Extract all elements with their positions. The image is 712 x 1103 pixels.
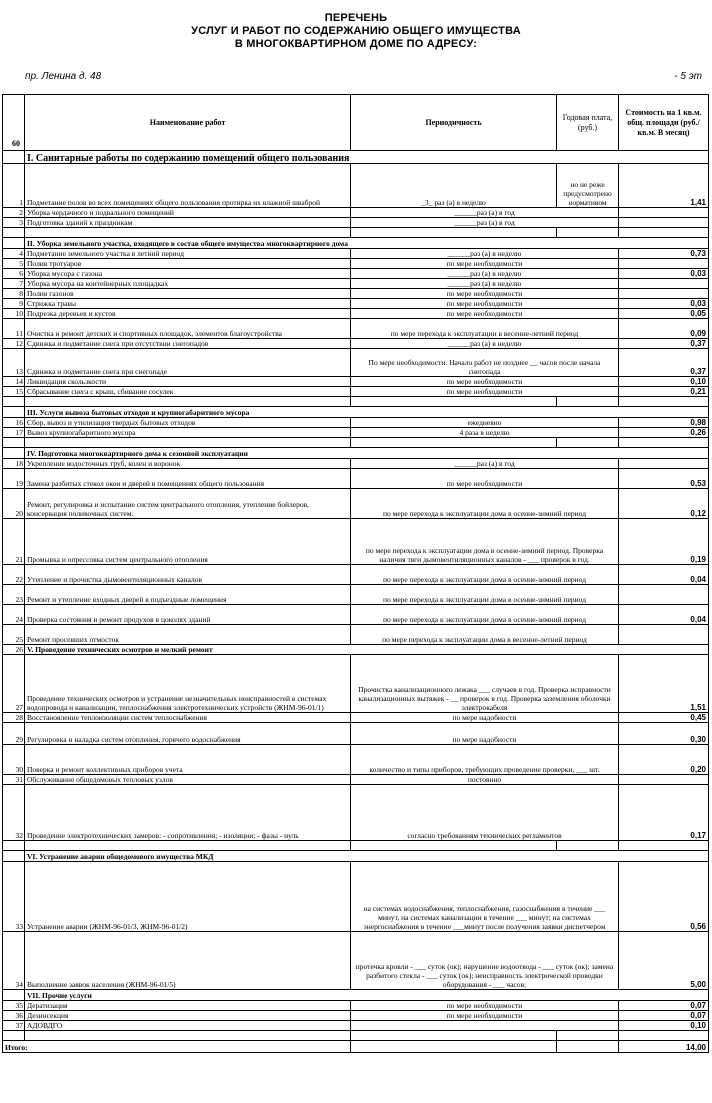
table-row xyxy=(3,218,709,228)
empty-cell xyxy=(557,841,619,851)
row-num xyxy=(3,407,25,418)
table-row xyxy=(3,407,709,418)
cost-value: 0,19 xyxy=(619,519,709,565)
empty-cell xyxy=(619,228,709,238)
work-name: Устранение аварии (ЖНМ-96-01/3, ЖНМ-96-01/2) xyxy=(25,862,351,932)
work-name: Утепление и прочистка дымовентиляционных каналов xyxy=(25,565,351,585)
row-num: 8 xyxy=(3,289,25,299)
empty-cell xyxy=(619,438,709,448)
total-label: Итого: xyxy=(3,1041,351,1053)
cost-value: 0,04 xyxy=(619,565,709,585)
table-row xyxy=(3,428,709,438)
table-row xyxy=(3,841,709,851)
period: постоянно xyxy=(351,775,619,785)
work-name: Уборка чердачного и подвального помещений xyxy=(25,208,351,218)
section-title: V. Проведение технических осмотров и мелкий ремонт xyxy=(25,645,709,655)
row-num: 19 xyxy=(3,469,25,489)
row-num: 24 xyxy=(3,605,25,625)
period: ______раз (а) в год xyxy=(351,208,619,218)
cost-value: 0,05 xyxy=(619,309,709,319)
title-line-2: УСЛУГ И РАБОТ ПО СОДЕРЖАНИЮ ОБЩЕГО ИМУЩЕСТВА xyxy=(191,25,521,37)
work-name: Проведение технических осмотров и устранение незначительных неисправностей в системах водопровода и канализации, теплоснабжения электротехнических устройств (ЖНМ-96-01/1) xyxy=(25,655,351,713)
work-name: Замена разбитых стекол окон и дверей в помещениях общего пользования xyxy=(25,469,351,489)
empty-cell xyxy=(619,1031,709,1041)
table-row xyxy=(3,519,709,565)
work-name: Восстановление теплоизоляции систем теплоснабжения xyxy=(25,713,351,723)
table-body xyxy=(3,151,709,1053)
period: по мере необходимости xyxy=(351,377,619,387)
table-row xyxy=(3,349,709,377)
col-name: Наименование работ xyxy=(25,95,351,151)
section-title: VI. Устранение аварии общедомового имущества МКД xyxy=(25,851,709,862)
cost-value: 0,37 xyxy=(619,339,709,349)
col-cost: Стоимость на 1 кв.м. общ. площади (руб./кв.м. В месяц) xyxy=(619,95,709,151)
table-row xyxy=(3,645,709,655)
cost-value: 0,98 xyxy=(619,418,709,428)
empty-cell xyxy=(25,841,351,851)
cost-value xyxy=(619,625,709,645)
table-row xyxy=(3,655,709,713)
row-num: 11 xyxy=(3,319,25,339)
row-num: 1 xyxy=(3,164,25,208)
work-name: Укрепление водосточных труб, колен и воронок xyxy=(25,459,351,469)
empty-cell xyxy=(3,1031,25,1041)
period: Прочистка канализационного лежака ___ случаев в год. Проверка исправности канализационных вытяжек - __ проверок в год. Проверка заземления оболочки электрокабеля xyxy=(351,655,619,713)
table-row xyxy=(3,339,709,349)
period: 4 раза в неделю xyxy=(351,428,619,438)
cost-value: 0,26 xyxy=(619,428,709,438)
work-name: Полив газонов xyxy=(25,289,351,299)
cost-value xyxy=(619,279,709,289)
period: по мере необходимости xyxy=(351,469,619,489)
cost-value: 0,73 xyxy=(619,249,709,259)
cost-value: 0,45 xyxy=(619,713,709,723)
period: ______раз (а) в неделю xyxy=(351,279,619,289)
period: ______раз (а) в неделю xyxy=(351,249,619,259)
cost-value: 0,10 xyxy=(619,377,709,387)
address: пр. Ленина д. 48 xyxy=(25,71,102,82)
empty-cell xyxy=(351,397,557,407)
row-num xyxy=(3,238,25,249)
table-row xyxy=(3,1041,709,1053)
cost-value: 0,30 xyxy=(619,723,709,745)
empty-cell xyxy=(3,228,25,238)
empty-cell xyxy=(351,841,557,851)
period: по мере необходимости xyxy=(351,289,619,299)
period: согласно требованиям технических регламентов xyxy=(351,785,619,841)
row-num: 7 xyxy=(3,279,25,289)
row-num: 28 xyxy=(3,713,25,723)
work-name: Выполнение заявок населения (ЖНМ-96-01/5) xyxy=(25,932,351,990)
row-num: 34 xyxy=(3,932,25,990)
period xyxy=(351,1021,619,1031)
row-num: 12 xyxy=(3,339,25,349)
cost-value: 0,17 xyxy=(619,785,709,841)
empty-cell xyxy=(3,397,25,407)
work-name: Сдвижка и подметание снега при снегопаде xyxy=(25,349,351,377)
table-row xyxy=(3,397,709,407)
empty-cell xyxy=(25,228,351,238)
row-num: 14 xyxy=(3,377,25,387)
cost-value: 0,09 xyxy=(619,319,709,339)
section-title: II. Уборка земельного участка, входящего в состав общего имущества многоквартирного дома xyxy=(25,238,709,249)
table-row xyxy=(3,387,709,397)
cost-value: 1,51 xyxy=(619,655,709,713)
title-line-1: ПЕРЕЧЕНЬ xyxy=(324,12,388,24)
period: по мере необходимости xyxy=(351,387,619,397)
table-row xyxy=(3,990,709,1001)
table-row xyxy=(3,565,709,585)
cost-value xyxy=(619,459,709,469)
cost-value: 0,56 xyxy=(619,862,709,932)
row-num: 21 xyxy=(3,519,25,565)
row-num: 26 xyxy=(3,645,25,655)
cost-value: 5,00 xyxy=(619,932,709,990)
cost-value: 0,20 xyxy=(619,745,709,775)
row-num xyxy=(3,448,25,459)
section-title: I. Санитарные работы по содержанию помещений общего пользования xyxy=(25,151,709,164)
empty-cell xyxy=(619,841,709,851)
period: по мере надобности xyxy=(351,713,619,723)
row-num xyxy=(3,151,25,164)
period: ______раз (а) в неделю xyxy=(351,269,619,279)
table-row xyxy=(3,713,709,723)
floors: - 5 эт xyxy=(674,71,702,82)
work-name: Ликвидация скользкости xyxy=(25,377,351,387)
cost-value xyxy=(619,218,709,228)
work-name: Подметание земельного участка в летний период xyxy=(25,249,351,259)
row-num: 16 xyxy=(3,418,25,428)
period: по мере перехода к эксплуатации дома в осенне-зимний период xyxy=(351,585,619,605)
empty-cell xyxy=(25,438,351,448)
table-row xyxy=(3,448,709,459)
work-name: Вывоз крупногабаритного мусора xyxy=(25,428,351,438)
row-num: 20 xyxy=(3,489,25,519)
table-row xyxy=(3,1001,709,1011)
empty-cell xyxy=(557,397,619,407)
empty-cell xyxy=(351,228,557,238)
row-num: 35 xyxy=(3,1001,25,1011)
period: по мере необходимости xyxy=(351,1011,619,1021)
work-name: Подметание полов во всех помещениях общего пользования протирка их влажной шваброй xyxy=(25,164,351,208)
row-num: 5 xyxy=(3,259,25,269)
section-title: IV. Подготовка многоквартирного дома к сезонной эксплуатации xyxy=(25,448,709,459)
table-row xyxy=(3,289,709,299)
period: протечка кровли - ___ суток (ок); нарушение водоотвода - ___ суток (ок); замена разбитого стекла - ___ суток (ок); неисправность электрической проводки оборудования - ___ часов; xyxy=(351,932,619,990)
period: по мере перехода к эксплуатации дома в осенне-зимний период xyxy=(351,605,619,625)
row-num: 3 xyxy=(3,218,25,228)
table-row xyxy=(3,862,709,932)
period: ______раз (а) в год xyxy=(351,218,619,228)
period: ______раз (а) в неделю xyxy=(351,339,619,349)
empty-cell xyxy=(557,438,619,448)
period: ежедневно xyxy=(351,418,619,428)
empty-cell xyxy=(3,841,25,851)
cost-value xyxy=(619,585,709,605)
row-num: 37 xyxy=(3,1021,25,1031)
cost-value: 0,53 xyxy=(619,469,709,489)
work-name: Обслуживание общедомовых тепловых узлов xyxy=(25,775,351,785)
cost-value: 0,03 xyxy=(619,269,709,279)
work-name: Проверка состояния и ремонт продухов в цоколях зданий xyxy=(25,605,351,625)
work-name: Уборка мусора с газона xyxy=(25,269,351,279)
row-num: 17 xyxy=(3,428,25,438)
table-row xyxy=(3,438,709,448)
period: по мере перехода к эксплуатации дома в осенне-зимний период xyxy=(351,489,619,519)
row-num: 31 xyxy=(3,775,25,785)
period: По мере необходимости. Начало работ не позднее __ часов после начала снегопада xyxy=(351,349,619,377)
table-row xyxy=(3,249,709,259)
table-row xyxy=(3,309,709,319)
work-name: АДОВДГО xyxy=(25,1021,351,1031)
table-row xyxy=(3,319,709,339)
row-num: 13 xyxy=(3,349,25,377)
row-num: 9 xyxy=(3,299,25,309)
period: по мере перехода к эксплуатации дома в осенне-зимний период. Проверка наличия тяги дымовентиляционных каналов - ___ проверок в год. xyxy=(351,519,619,565)
work-name: Очистка и ремонт детских и спортивных площадок, элементов благоустройства xyxy=(25,319,351,339)
empty-cell xyxy=(25,397,351,407)
row-num: 6 xyxy=(3,269,25,279)
table-row xyxy=(3,259,709,269)
table-row xyxy=(3,279,709,289)
table-row xyxy=(3,164,709,208)
row-num: 2 xyxy=(3,208,25,218)
empty-cell xyxy=(351,438,557,448)
cost-value: 1,41 xyxy=(619,164,709,208)
row-num: 15 xyxy=(3,387,25,397)
row-num: 33 xyxy=(3,862,25,932)
work-name: Сдвижка и подметание снега при отсутствии снегопадов xyxy=(25,339,351,349)
row-num: 29 xyxy=(3,723,25,745)
col-num: 60 xyxy=(3,95,25,151)
table-row xyxy=(3,228,709,238)
cost-value: 0,21 xyxy=(619,387,709,397)
row-num: 23 xyxy=(3,585,25,605)
cost-value: 0,12 xyxy=(619,489,709,519)
row-num: 18 xyxy=(3,459,25,469)
table-row xyxy=(3,851,709,862)
work-name: Промывка и опрессовка систем центрального отопления xyxy=(25,519,351,565)
table-row xyxy=(3,625,709,645)
work-name: Сбрасывание снега с крыш, сбивание сосулек xyxy=(25,387,351,397)
period: по мере перехода к эксплуатации в весенне-летний период xyxy=(351,319,619,339)
cost-value: 0,10 xyxy=(619,1021,709,1031)
table-row xyxy=(3,1011,709,1021)
table-row xyxy=(3,605,709,625)
work-name: Уборка мусора на контейнерных площадках xyxy=(25,279,351,289)
row-num: 30 xyxy=(3,745,25,775)
table-row xyxy=(3,932,709,990)
work-name: Поверка и ремонт коллективных приборов учета xyxy=(25,745,351,775)
period: на системах водоснабжения, теплоснабжения, газоснабжения в течение ___ минут, на системах канализации в течение ___ минут; на системах энергоснабжения в течение ___минут после получения заявки диспетчером xyxy=(351,862,619,932)
table-row xyxy=(3,299,709,309)
cost-value: 0,37 xyxy=(619,349,709,377)
work-name: Подрезка деревьев и кустов xyxy=(25,309,351,319)
table-row xyxy=(3,151,709,164)
title-line-3: В МНОГОКВАРТИРНОМ ДОМЕ ПО АДРЕСУ: xyxy=(234,38,478,50)
cost-value: 0,04 xyxy=(619,605,709,625)
annual-cell xyxy=(557,1041,619,1053)
table-row xyxy=(3,775,709,785)
work-name: Подготовка зданий к праздникам xyxy=(25,218,351,228)
row-num: 25 xyxy=(3,625,25,645)
cost-value xyxy=(619,775,709,785)
table-row xyxy=(3,785,709,841)
cost-value: 0,07 xyxy=(619,1011,709,1021)
work-name: Ремонт и утепление входных дверей в подъездные помещения xyxy=(25,585,351,605)
period-extra: но не реже предусмотрено нормативом xyxy=(557,164,619,208)
work-name: Полив тротуаров xyxy=(25,259,351,269)
period: по мере перехода к эксплуатации дома в весенне-летний период xyxy=(351,625,619,645)
services-table xyxy=(2,94,709,1053)
empty-cell xyxy=(3,438,25,448)
period: по мере перехода к эксплуатации дома в осенне-зимний период xyxy=(351,565,619,585)
work-name: Регулировка и наладка систем отопления, горячего водоснабжения xyxy=(25,723,351,745)
row-num xyxy=(3,990,25,1001)
total-value: 14,00 xyxy=(619,1041,709,1053)
period: по мере необходимости xyxy=(351,1001,619,1011)
row-num: 4 xyxy=(3,249,25,259)
period-cell xyxy=(351,1041,557,1053)
cost-value xyxy=(619,289,709,299)
col-period: Периодичность xyxy=(351,95,557,151)
table-row xyxy=(3,745,709,775)
row-num: 27 xyxy=(3,655,25,713)
cost-value xyxy=(619,208,709,218)
table-row xyxy=(3,1021,709,1031)
period: _3_ раз (а) в неделю xyxy=(351,164,557,208)
period: ______раз (а) в год xyxy=(351,459,619,469)
row-num: 22 xyxy=(3,565,25,585)
section-title: III. Услуги вывоза бытовых отходов и крупногабаритного мусора xyxy=(25,407,709,418)
period: по мере необходимости xyxy=(351,259,619,269)
work-name: Стрижка травы xyxy=(25,299,351,309)
period: по мере надобности xyxy=(351,723,619,745)
table-row xyxy=(3,723,709,745)
table-row xyxy=(3,585,709,605)
table-row xyxy=(3,208,709,218)
period: количество и типы приборов, требующих проведение проверки, ___ шт. xyxy=(351,745,619,775)
table-row xyxy=(3,377,709,387)
cost-value xyxy=(619,259,709,269)
cost-value: 0,03 xyxy=(619,299,709,309)
period: по мере необходимости xyxy=(351,309,619,319)
period: по мере необходимости xyxy=(351,299,619,309)
row-num: 10 xyxy=(3,309,25,319)
col-annual: Годовая плата, (руб.) xyxy=(557,95,619,151)
work-name: Ремонт, регулировка и испытание систем центрального отопления, утепление бойлеров, консервация поливочных систем. xyxy=(25,489,351,519)
table-row xyxy=(3,418,709,428)
table-row xyxy=(3,489,709,519)
work-name: Ремонт просевших отмосток xyxy=(25,625,351,645)
section-title: VII. Прочие услуги xyxy=(25,990,709,1001)
empty-cell xyxy=(557,228,619,238)
cost-value: 0,07 xyxy=(619,1001,709,1011)
work-name: Дезинсекция xyxy=(25,1011,351,1021)
work-name: Проведение электротехнических замеров: - сопротивления; - изоляции; - фазы - нуль xyxy=(25,785,351,841)
work-name: Сбор, вывоз и утилизация твердых бытовых отходов xyxy=(25,418,351,428)
work-name: Дератизация xyxy=(25,1001,351,1011)
row-num xyxy=(3,851,25,862)
row-num: 36 xyxy=(3,1011,25,1021)
empty-cell xyxy=(25,1031,351,1041)
table-row xyxy=(3,269,709,279)
row-num: 32 xyxy=(3,785,25,841)
empty-cell xyxy=(619,397,709,407)
table-row xyxy=(3,469,709,489)
empty-cell xyxy=(557,1031,619,1041)
table-row xyxy=(3,238,709,249)
table-row xyxy=(3,1031,709,1041)
table-row xyxy=(3,459,709,469)
empty-cell xyxy=(351,1031,557,1041)
